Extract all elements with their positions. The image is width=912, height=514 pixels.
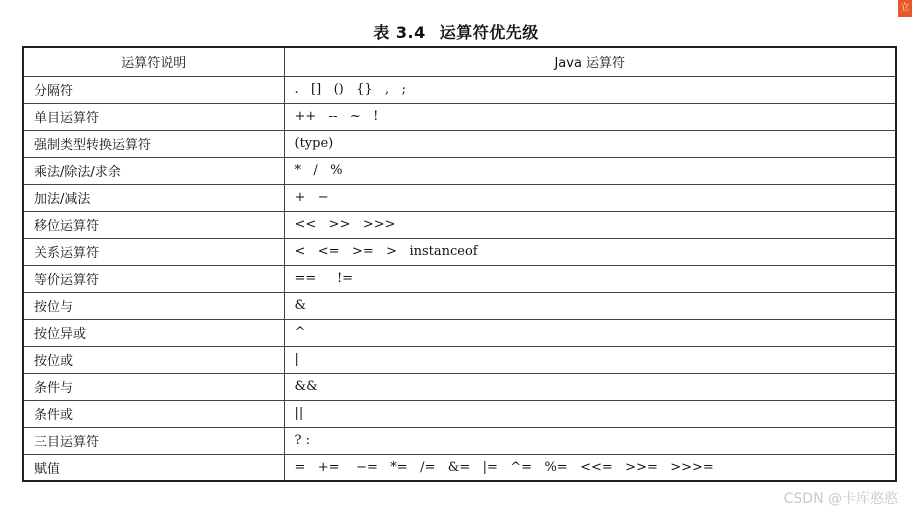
table-row — [23, 76, 896, 103]
row-operators: (type) — [284, 130, 896, 157]
row-operators: ^ — [284, 319, 896, 346]
row-operators: && — [284, 373, 896, 400]
row-description: 移位运算符 — [23, 211, 284, 238]
row-description: 关系运算符 — [23, 238, 284, 265]
row-description: 分隔符 — [23, 76, 284, 103]
table-caption — [0, 20, 912, 43]
row-description: 条件与 — [23, 373, 284, 400]
row-description: 按位异或 — [23, 319, 284, 346]
table-row — [23, 103, 896, 130]
caption-number: 表 3.4 — [373, 23, 426, 42]
table-row — [23, 184, 896, 211]
row-description: 条件或 — [23, 400, 284, 427]
header-operator-description: 运算符说明 — [23, 47, 284, 76]
caption-title: 运算符优先级 — [439, 23, 539, 42]
table-row — [23, 400, 896, 427]
corner-badge: 立 — [898, 0, 912, 17]
table-row — [23, 157, 896, 184]
table-row — [23, 238, 896, 265]
row-operators: * / % — [284, 157, 896, 184]
row-operators: . [] () {} , ; — [284, 76, 896, 103]
row-description: 乘法/除法/求余 — [23, 157, 284, 184]
table-row — [23, 265, 896, 292]
row-operators: == != — [284, 265, 896, 292]
table-row — [23, 373, 896, 400]
table-row — [23, 292, 896, 319]
table-row — [23, 454, 896, 481]
row-description: 赋值 — [23, 454, 284, 481]
table-row — [23, 427, 896, 454]
table-header-row — [23, 47, 896, 76]
row-operators: | — [284, 346, 896, 373]
row-description: 按位或 — [23, 346, 284, 373]
row-description: 强制类型转换运算符 — [23, 130, 284, 157]
row-operators: & — [284, 292, 896, 319]
row-operators: + − — [284, 184, 896, 211]
row-operators: < <= >= > instanceof — [284, 238, 896, 265]
table-row — [23, 319, 896, 346]
operator-precedence-table — [22, 46, 897, 482]
row-operators: ++ -- ~ ! — [284, 103, 896, 130]
row-operators: || — [284, 400, 896, 427]
table-row — [23, 211, 896, 238]
table-row — [23, 346, 896, 373]
row-description: 等价运算符 — [23, 265, 284, 292]
header-java-operators: Java 运算符 — [284, 47, 896, 76]
row-description: 加法/减法 — [23, 184, 284, 211]
csdn-watermark: CSDN @卡库憨憨 — [783, 491, 898, 507]
row-operators: ? : — [284, 427, 896, 454]
row-description: 单目运算符 — [23, 103, 284, 130]
row-description: 三目运算符 — [23, 427, 284, 454]
table-row — [23, 130, 896, 157]
row-operators: << >> >>> — [284, 211, 896, 238]
row-operators: = += −= *= /= &= |= ^= %= <<= >>= >>>= — [284, 454, 896, 481]
row-description: 按位与 — [23, 292, 284, 319]
